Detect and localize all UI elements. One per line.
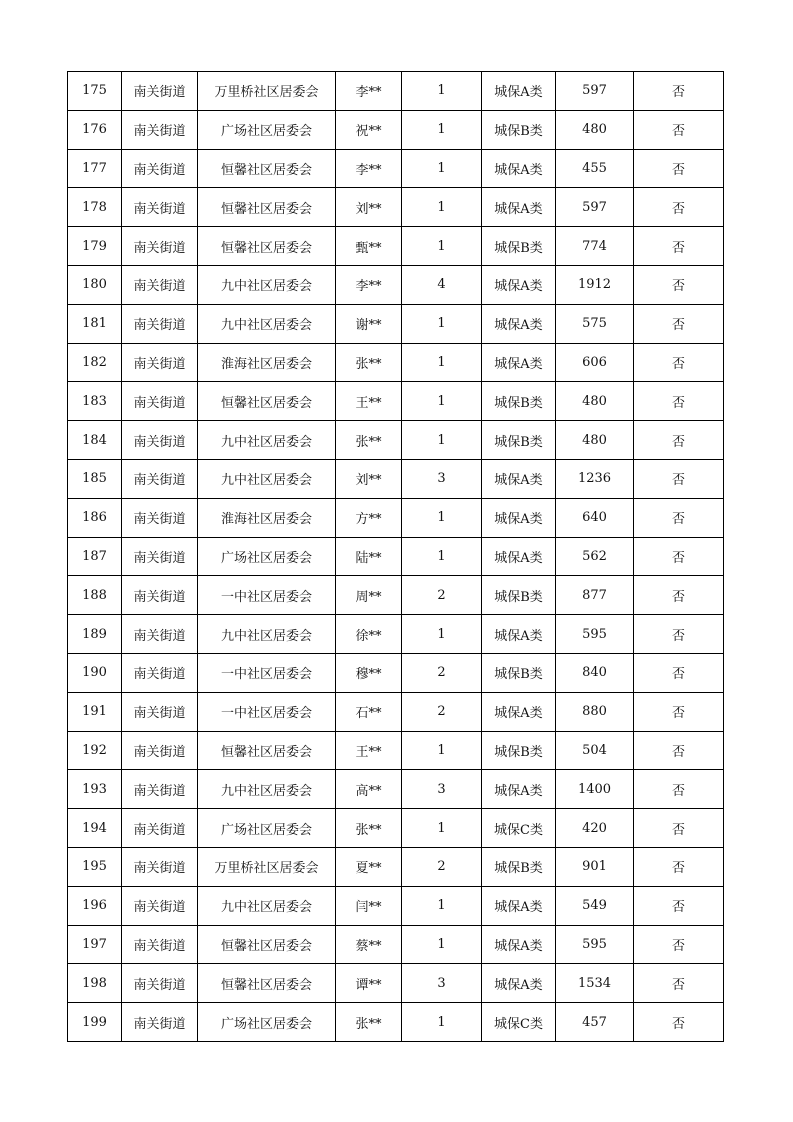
row-number-cell: 175 [68, 72, 122, 111]
table-row [68, 227, 724, 266]
flag-cell: 否 [634, 886, 724, 925]
flag-cell: 否 [634, 964, 724, 1003]
row-number-cell: 199 [68, 1003, 122, 1042]
household-size-cell: 3 [402, 770, 482, 809]
street-office-cell: 南关街道 [122, 498, 198, 537]
name-cell: 李** [336, 149, 402, 188]
row-number-cell: 194 [68, 809, 122, 848]
table-row [68, 809, 724, 848]
table-row [68, 692, 724, 731]
street-office-cell: 南关街道 [122, 188, 198, 227]
insurance-category-cell: 城保A类 [482, 343, 556, 382]
amount-cell: 549 [556, 886, 634, 925]
amount-cell: 880 [556, 692, 634, 731]
community-committee-cell: 广场社区居委会 [198, 537, 336, 576]
table-row [68, 110, 724, 149]
street-office-cell: 南关街道 [122, 227, 198, 266]
street-office-cell: 南关街道 [122, 615, 198, 654]
amount-cell: 480 [556, 382, 634, 421]
insurance-category-cell: 城保A类 [482, 304, 556, 343]
amount-cell: 597 [556, 72, 634, 111]
table-row [68, 964, 724, 1003]
amount-cell: 1236 [556, 459, 634, 498]
community-committee-cell: 九中社区居委会 [198, 304, 336, 343]
insurance-category-cell: 城保A类 [482, 265, 556, 304]
flag-cell: 否 [634, 847, 724, 886]
insurance-category-cell: 城保B类 [482, 653, 556, 692]
name-cell: 方** [336, 498, 402, 537]
name-cell: 石** [336, 692, 402, 731]
community-committee-cell: 恒馨社区居委会 [198, 188, 336, 227]
table-row [68, 615, 724, 654]
row-number-cell: 178 [68, 188, 122, 227]
street-office-cell: 南关街道 [122, 886, 198, 925]
row-number-cell: 196 [68, 886, 122, 925]
table-row [68, 770, 724, 809]
table-row [68, 653, 724, 692]
amount-cell: 480 [556, 421, 634, 460]
name-cell: 张** [336, 1003, 402, 1042]
household-size-cell: 4 [402, 265, 482, 304]
amount-cell: 457 [556, 1003, 634, 1042]
table-row [68, 886, 724, 925]
name-cell: 谢** [336, 304, 402, 343]
flag-cell: 否 [634, 72, 724, 111]
flag-cell: 否 [634, 653, 724, 692]
street-office-cell: 南关街道 [122, 382, 198, 421]
insurance-category-cell: 城保A类 [482, 459, 556, 498]
insurance-category-cell: 城保B类 [482, 576, 556, 615]
street-office-cell: 南关街道 [122, 770, 198, 809]
amount-cell: 606 [556, 343, 634, 382]
row-number-cell: 186 [68, 498, 122, 537]
community-committee-cell: 淮海社区居委会 [198, 498, 336, 537]
amount-cell: 901 [556, 847, 634, 886]
street-office-cell: 南关街道 [122, 692, 198, 731]
flag-cell: 否 [634, 382, 724, 421]
household-size-cell: 1 [402, 498, 482, 537]
insurance-category-cell: 城保A类 [482, 615, 556, 654]
amount-cell: 420 [556, 809, 634, 848]
street-office-cell: 南关街道 [122, 304, 198, 343]
household-size-cell: 1 [402, 615, 482, 654]
household-size-cell: 1 [402, 731, 482, 770]
row-number-cell: 180 [68, 265, 122, 304]
table-row [68, 925, 724, 964]
amount-cell: 840 [556, 653, 634, 692]
name-cell: 夏** [336, 847, 402, 886]
street-office-cell: 南关街道 [122, 964, 198, 1003]
household-size-cell: 1 [402, 886, 482, 925]
insurance-category-cell: 城保C类 [482, 1003, 556, 1042]
flag-cell: 否 [634, 809, 724, 848]
community-committee-cell: 九中社区居委会 [198, 421, 336, 460]
street-office-cell: 南关街道 [122, 731, 198, 770]
insurance-category-cell: 城保A类 [482, 925, 556, 964]
insurance-category-cell: 城保B类 [482, 110, 556, 149]
flag-cell: 否 [634, 227, 724, 266]
row-number-cell: 188 [68, 576, 122, 615]
flag-cell: 否 [634, 265, 724, 304]
name-cell: 王** [336, 382, 402, 421]
name-cell: 周** [336, 576, 402, 615]
insurance-category-cell: 城保A类 [482, 886, 556, 925]
row-number-cell: 184 [68, 421, 122, 460]
community-committee-cell: 一中社区居委会 [198, 653, 336, 692]
amount-cell: 1400 [556, 770, 634, 809]
insurance-category-cell: 城保B类 [482, 227, 556, 266]
household-size-cell: 1 [402, 809, 482, 848]
household-size-cell: 1 [402, 110, 482, 149]
household-size-cell: 1 [402, 1003, 482, 1042]
name-cell: 祝** [336, 110, 402, 149]
flag-cell: 否 [634, 731, 724, 770]
name-cell: 张** [336, 809, 402, 848]
document-table-container [67, 71, 724, 1042]
community-committee-cell: 恒馨社区居委会 [198, 382, 336, 421]
table-row [68, 576, 724, 615]
insurance-category-cell: 城保A类 [482, 692, 556, 731]
household-size-cell: 2 [402, 847, 482, 886]
row-number-cell: 198 [68, 964, 122, 1003]
community-committee-cell: 九中社区居委会 [198, 615, 336, 654]
insurance-category-cell: 城保A类 [482, 964, 556, 1003]
row-number-cell: 176 [68, 110, 122, 149]
name-cell: 张** [336, 343, 402, 382]
flag-cell: 否 [634, 925, 724, 964]
name-cell: 蔡** [336, 925, 402, 964]
street-office-cell: 南关街道 [122, 72, 198, 111]
street-office-cell: 南关街道 [122, 1003, 198, 1042]
community-committee-cell: 一中社区居委会 [198, 576, 336, 615]
flag-cell: 否 [634, 498, 724, 537]
household-size-cell: 1 [402, 925, 482, 964]
community-committee-cell: 广场社区居委会 [198, 1003, 336, 1042]
insurance-category-cell: 城保A类 [482, 149, 556, 188]
street-office-cell: 南关街道 [122, 421, 198, 460]
row-number-cell: 183 [68, 382, 122, 421]
insurance-category-cell: 城保B类 [482, 847, 556, 886]
insurance-category-cell: 城保B类 [482, 731, 556, 770]
row-number-cell: 190 [68, 653, 122, 692]
insurance-category-cell: 城保A类 [482, 498, 556, 537]
household-size-cell: 1 [402, 72, 482, 111]
name-cell: 穆** [336, 653, 402, 692]
table-row [68, 188, 724, 227]
street-office-cell: 南关街道 [122, 110, 198, 149]
flag-cell: 否 [634, 692, 724, 731]
name-cell: 李** [336, 72, 402, 111]
amount-cell: 455 [556, 149, 634, 188]
table-row [68, 537, 724, 576]
flag-cell: 否 [634, 304, 724, 343]
name-cell: 谭** [336, 964, 402, 1003]
community-committee-cell: 恒馨社区居委会 [198, 731, 336, 770]
table-row [68, 343, 724, 382]
flag-cell: 否 [634, 1003, 724, 1042]
community-committee-cell: 广场社区居委会 [198, 809, 336, 848]
household-size-cell: 2 [402, 653, 482, 692]
name-cell: 徐** [336, 615, 402, 654]
row-number-cell: 189 [68, 615, 122, 654]
community-committee-cell: 恒馨社区居委会 [198, 964, 336, 1003]
amount-cell: 774 [556, 227, 634, 266]
flag-cell: 否 [634, 615, 724, 654]
street-office-cell: 南关街道 [122, 847, 198, 886]
row-number-cell: 191 [68, 692, 122, 731]
table-row [68, 847, 724, 886]
flag-cell: 否 [634, 421, 724, 460]
flag-cell: 否 [634, 343, 724, 382]
row-number-cell: 197 [68, 925, 122, 964]
row-number-cell: 193 [68, 770, 122, 809]
household-size-cell: 1 [402, 382, 482, 421]
flag-cell: 否 [634, 770, 724, 809]
insurance-category-cell: 城保A类 [482, 770, 556, 809]
table-row [68, 382, 724, 421]
insurance-category-cell: 城保A类 [482, 72, 556, 111]
table-row [68, 498, 724, 537]
community-committee-cell: 一中社区居委会 [198, 692, 336, 731]
household-size-cell: 1 [402, 149, 482, 188]
community-committee-cell: 万里桥社区居委会 [198, 72, 336, 111]
table-row [68, 265, 724, 304]
household-size-cell: 1 [402, 343, 482, 382]
amount-cell: 504 [556, 731, 634, 770]
household-size-cell: 1 [402, 188, 482, 227]
street-office-cell: 南关街道 [122, 149, 198, 188]
flag-cell: 否 [634, 576, 724, 615]
street-office-cell: 南关街道 [122, 576, 198, 615]
insurance-category-cell: 城保B类 [482, 421, 556, 460]
row-number-cell: 185 [68, 459, 122, 498]
amount-cell: 640 [556, 498, 634, 537]
row-number-cell: 181 [68, 304, 122, 343]
flag-cell: 否 [634, 459, 724, 498]
household-size-cell: 2 [402, 576, 482, 615]
flag-cell: 否 [634, 110, 724, 149]
row-number-cell: 192 [68, 731, 122, 770]
table-row [68, 149, 724, 188]
table-row [68, 731, 724, 770]
community-committee-cell: 九中社区居委会 [198, 886, 336, 925]
amount-cell: 575 [556, 304, 634, 343]
household-size-cell: 1 [402, 421, 482, 460]
community-committee-cell: 九中社区居委会 [198, 459, 336, 498]
community-committee-cell: 恒馨社区居委会 [198, 149, 336, 188]
insurance-category-cell: 城保C类 [482, 809, 556, 848]
row-number-cell: 182 [68, 343, 122, 382]
amount-cell: 595 [556, 615, 634, 654]
amount-cell: 1534 [556, 964, 634, 1003]
community-committee-cell: 广场社区居委会 [198, 110, 336, 149]
street-office-cell: 南关街道 [122, 343, 198, 382]
community-committee-cell: 九中社区居委会 [198, 265, 336, 304]
name-cell: 李** [336, 265, 402, 304]
table-row [68, 72, 724, 111]
street-office-cell: 南关街道 [122, 265, 198, 304]
amount-cell: 562 [556, 537, 634, 576]
amount-cell: 595 [556, 925, 634, 964]
household-size-cell: 1 [402, 227, 482, 266]
street-office-cell: 南关街道 [122, 653, 198, 692]
household-size-cell: 1 [402, 537, 482, 576]
name-cell: 高** [336, 770, 402, 809]
row-number-cell: 179 [68, 227, 122, 266]
flag-cell: 否 [634, 149, 724, 188]
household-size-cell: 1 [402, 304, 482, 343]
table-body [68, 72, 724, 1042]
table-row [68, 421, 724, 460]
row-number-cell: 177 [68, 149, 122, 188]
community-committee-cell: 淮海社区居委会 [198, 343, 336, 382]
name-cell: 闫** [336, 886, 402, 925]
household-size-cell: 3 [402, 964, 482, 1003]
amount-cell: 480 [556, 110, 634, 149]
community-committee-cell: 恒馨社区居委会 [198, 925, 336, 964]
table-row [68, 1003, 724, 1042]
household-size-cell: 2 [402, 692, 482, 731]
name-cell: 王** [336, 731, 402, 770]
amount-cell: 877 [556, 576, 634, 615]
name-cell: 刘** [336, 188, 402, 227]
amount-cell: 1912 [556, 265, 634, 304]
name-cell: 刘** [336, 459, 402, 498]
table-row [68, 304, 724, 343]
street-office-cell: 南关街道 [122, 925, 198, 964]
community-committee-cell: 九中社区居委会 [198, 770, 336, 809]
household-size-cell: 3 [402, 459, 482, 498]
insurance-category-cell: 城保B类 [482, 382, 556, 421]
name-cell: 张** [336, 421, 402, 460]
insurance-category-cell: 城保A类 [482, 537, 556, 576]
community-committee-cell: 恒馨社区居委会 [198, 227, 336, 266]
amount-cell: 597 [556, 188, 634, 227]
flag-cell: 否 [634, 188, 724, 227]
row-number-cell: 187 [68, 537, 122, 576]
row-number-cell: 195 [68, 847, 122, 886]
name-cell: 甄** [336, 227, 402, 266]
street-office-cell: 南关街道 [122, 537, 198, 576]
community-committee-cell: 万里桥社区居委会 [198, 847, 336, 886]
insurance-category-cell: 城保A类 [482, 188, 556, 227]
street-office-cell: 南关街道 [122, 809, 198, 848]
flag-cell: 否 [634, 537, 724, 576]
welfare-recipient-table [67, 71, 724, 1042]
table-row [68, 459, 724, 498]
name-cell: 陆** [336, 537, 402, 576]
street-office-cell: 南关街道 [122, 459, 198, 498]
